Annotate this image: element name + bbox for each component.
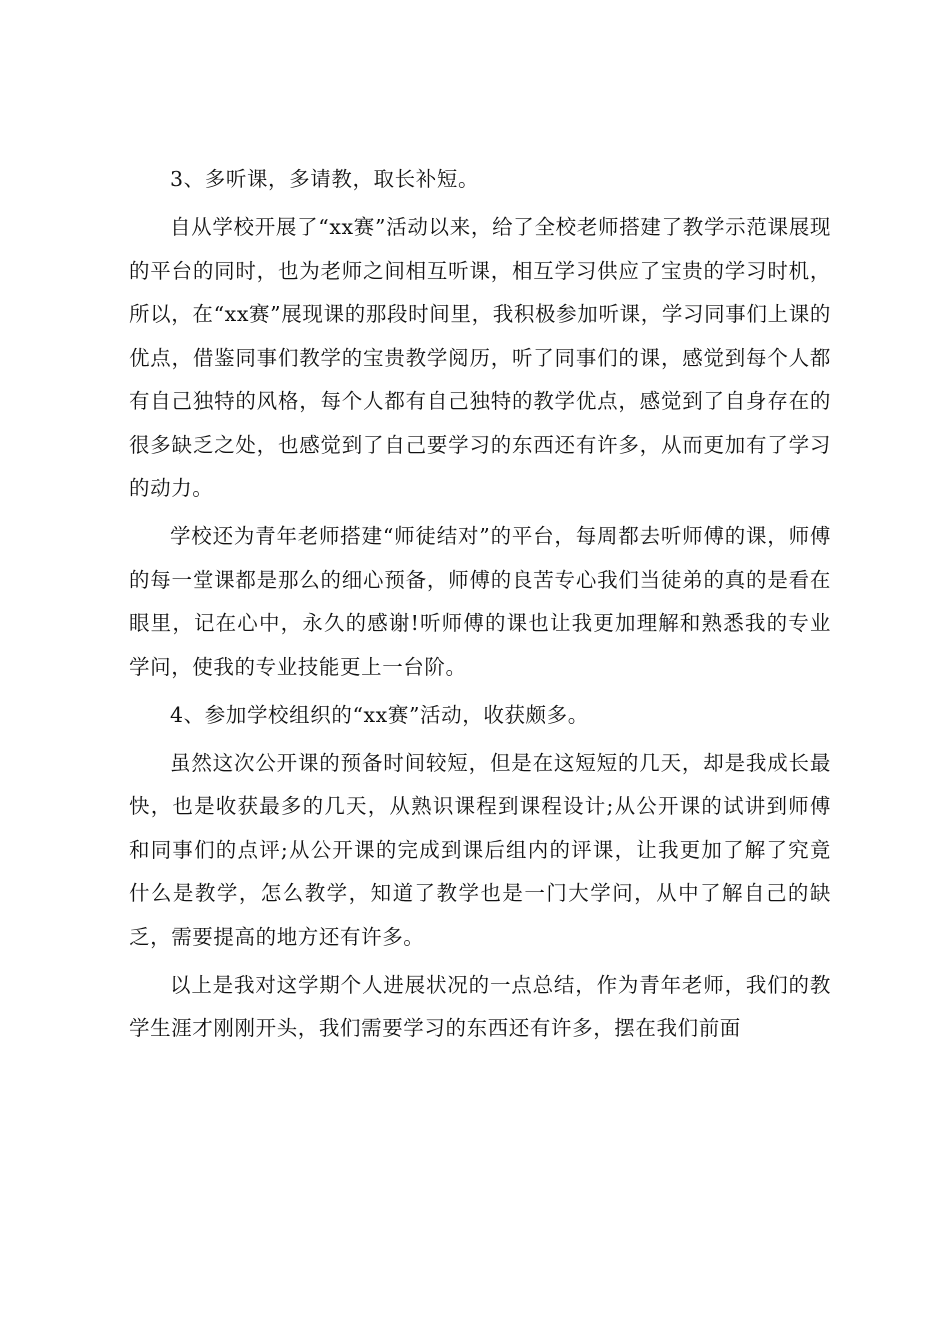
paragraph-open-class: 虽然这次公开课的预备时间较短，但是在这短短的几天，却是我成长最快，也是收获最多的几天，从熟识课程到课程设计;从公开课的试讲到师傅和同事们的点评;从公开课的完成到课后组内的评课，让我更加了解了究竟什么是教学，怎么教学，知道了教学也是一门大学问，从中了解自己的缺乏，需要提高的地方还有许多。 (129, 750, 831, 949)
paragraph-mentorship: 学校还为青年老师搭建“师徒结对”的平台，每周都去听师傅的课，师傅的每一堂课都是那么的细心预备，师傅的良苦专心我们当徒弟的真的是看在眼里，记在心中，永久的感谢!听师傅的课也让我更加理解和熟悉我的专业学问，使我的专业技能更上一台阶。 (129, 524, 831, 679)
document-body (129, 158, 831, 1051)
paragraph-summary: 以上是我对这学期个人进展状况的一点总结，作为青年老师，我们的教学生涯才刚刚开头，我们需要学习的东西还有许多，摆在我们前面 (129, 972, 831, 1040)
section-heading-3: 3、多听课，多请教，取长补短。 (170, 167, 480, 191)
section-heading-4: 4、参加学校组织的“xx赛”活动，收获颇多。 (170, 702, 589, 727)
paragraph-listening-classes: 自从学校开展了“xx赛”活动以来，给了全校老师搭建了教学示范课展现的平台的同时，也为老师之间相互听课，相互学习供应了宝贵的学习时机，所以，在“xx赛”展现课的那段时间里，我积极参加听课，学习同事们上课的优点，借鉴同事们教学的宝贵教学阅历，听了同事们的课，感觉到每个人都有自己独特的风格，每个人都有自己独特的教学优点，感觉到了自身存在的很多缺乏之处，也感觉到了自己要学习的东西还有许多，从而更加有了学习的动力。 (129, 215, 831, 500)
